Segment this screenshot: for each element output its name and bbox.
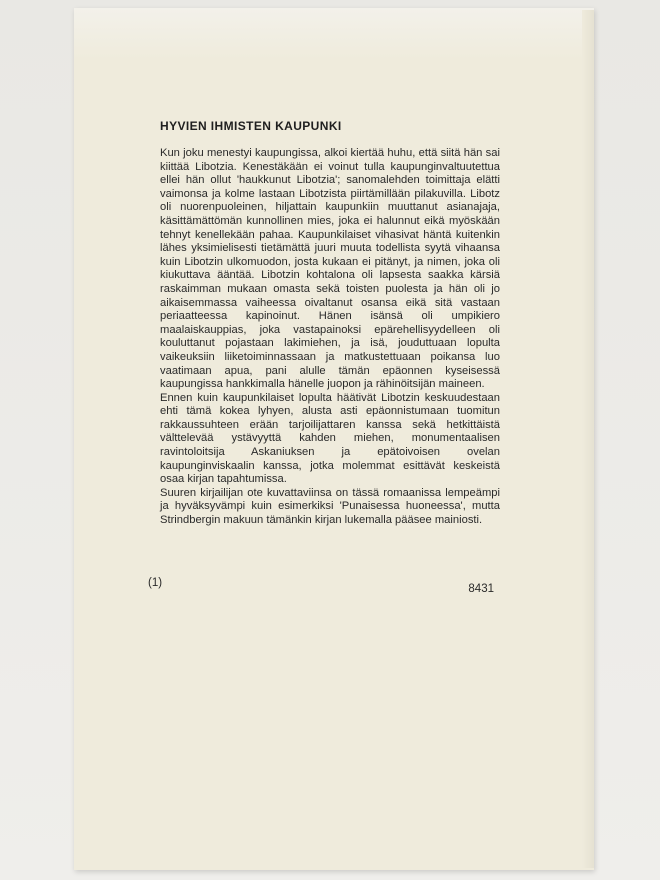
blurb-paragraph-2: Ennen kuin kaupunkilaiset lopulta häätivät Libotzin keskuudestaan ehti tämä kokea lyhyen, alusta asti epäonnistumaan tuomitun rakkaussuhteen erään tarjoilijattaren kanssa sekä hetkittäistä välttelevää ystävyyttä kahden miehen, monumentaalisen ravintoloitsija Askaniuksen ja epätoivoisen ovelan kaupunginviskaalin kanssa, jotka molemmat esittävät keskeistä osaa kirjan tapahtumissa. xyxy=(160,391,500,486)
blurb-paragraph-1: Kun joku menestyi kaupungissa, alkoi kiertää huhu, että siitä hän sai kiittää Libotzia. Kenestäkään ei voinut tulla kaupunginvaltuutettua ellei hän ollut 'haukkunut Libotzia'; sanomalehden toimittaja elätti vaimonsa ja kolme lastaan Libotzista piirtämillään pilakuvilla. Libotz oli nuorenpuoleinen, hiljattain kaupunkiin muuttanut asianajaja, käsittämättömän kunnollinen mies, joka ei halunnut eikä myöskään tehnyt kenellekään pahaa. Kaupunkilaiset vihasivat häntä kuitenkin lähes yksimielisesti tietämättä juuri muuta todellista syytä vihaansa kuin Libotzin ulkomuodon, josta kukaan ei pitänyt, ja nimen, joka oli kiukuttava ääntää. Libotzin kohtalona oli lapsesta saakka kärsiä raskaimman mukaan omasta sekä toisten puolesta ja hän oli jo aikaisemmassa vaiheessa oivaltanut osansa eikä sitä vastaan periaatteessa kapinoinut. Hänen isänsä oli umpikiero maalaiskauppias, joka vastapainoksi epärehellisyydelleen oli kouluttanut pojastaan lakimiehen, ja isä, jouduttuaan lopulta vaikeuksiin liiketoiminnassaan ja matkustettuaan poikansa luo vaatimaan apua, pani alulle tämän epäonnen kyseisessä kaupungissa hankkimalla hänelle juopon ja rähinöitsijän maineen. xyxy=(160,147,500,391)
blurb-text-block xyxy=(160,119,500,528)
catalog-number: 8431 xyxy=(468,583,494,595)
blurb-title: HYVIEN IHMISTEN KAUPUNKI xyxy=(160,119,342,133)
blurb-paragraph-3: Suuren kirjailijan ote kuvattaviinsa on tässä romaanissa lempeämpi ja hyväksyvämpi kuin esimerkiksi 'Punaisessa huoneessa', mutta Strindbergin makuun tämänkin kirjan lukemalla pääsee mainiosti. xyxy=(160,486,500,527)
cover-top-shade xyxy=(74,8,594,60)
volume-number: (1) xyxy=(148,577,163,589)
cover-edge xyxy=(582,10,594,868)
